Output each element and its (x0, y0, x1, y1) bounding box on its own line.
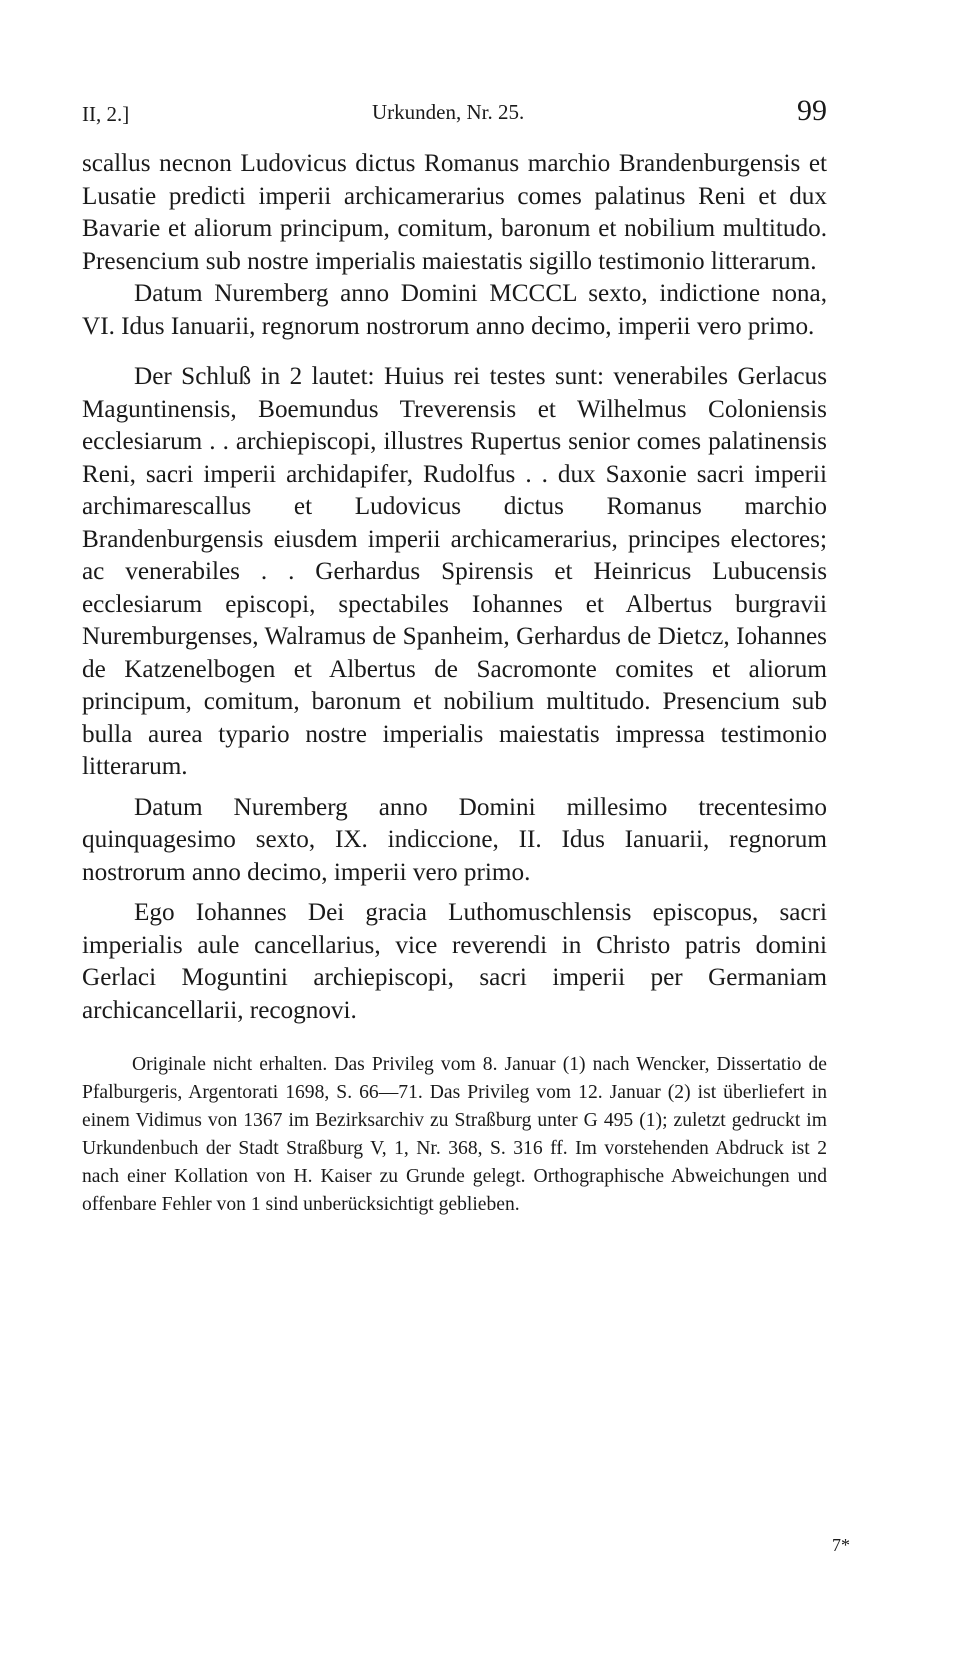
running-header (82, 90, 827, 138)
paragraph-continuation: scallus necnon Ludovicus dictus Romanus marchio Brandenburgensis et Lusatie predicti imperii archicamerarius comes palatinus Reni et dux Bavarie et aliorum principum, comitum, baronum et nobilium multitudo. Presencium sub nostre imperialis maiestatis sigillo testimonio litterarum. (82, 150, 827, 275)
paragraph-recognovi: Ego Iohannes Dei gracia Luthomuschlensis episcopus, sacri imperialis aule cancellarius, vice reverendi in Christo patris domini Gerlaci Moguntini archiepiscopi, sacri imperii per Germaniam archicancellarii, recognovi. (82, 899, 827, 1024)
running-title: Urkunden, Nr. 25. (372, 100, 525, 124)
paragraph-datum-2: Datum Nuremberg anno Domini millesimo trecentesimo quinquagesimo sexto, IX. indiccione, II. Idus Ianuarii, regnorum nostrorum anno decimo, imperii vero primo. (82, 793, 827, 886)
footnote-sources: Originale nicht erhalten. Das Privileg vom 8. Januar (1) nach Wencker, Dissertatio de Pfalburgeris, Argentorati 1698, S. 66—71. Das Privileg vom 12. Januar (2) ist überliefert in einem Vidimus von 1367 im Bezirksarchiv zu Straßburg unter G 495 (1); zuletzt gedruckt im Urkundenbuch der Stadt Straßburg V, 1, Nr. 368, S. 316 ff. Im vorstehenden Abdruck ist 2 nach einer Kollation von H. Kaiser zu Grunde gelegt. Orthographische Abweichungen und offenbare Fehler von 1 sind unberücksichtigt geblieben. (82, 1054, 827, 1215)
document-page (82, 90, 827, 1239)
paragraph-datum-1: Datum Nuremberg anno Domini MCCCL sexto, indictione nona, VI. Idus Ianuarii, regnorum nostrorum anno decimo, imperii vero primo. (82, 280, 827, 340)
section-reference: II, 2.] (82, 102, 130, 126)
signature-mark: 7* (832, 1535, 850, 1555)
page-number: 99 (797, 94, 827, 127)
paragraph-schluss: Der Schluß in 2 lautet: Huius rei testes sunt: venerabiles Gerlacus Maguntinensis, Boemundus Treverensis et Wilhelmus Coloniensis ecclesiarum . . archiepiscopi, illustres Rupertus senior comes palatinensis Reni, sacri imperii archidapifer, Rudolfus . . dux Saxonie sacri imperii archimarescallus et Ludovicus dictus Romanus marchio Brandenburgensis eiusdem imperii archicamerarius, principes electores; ac venerabiles . . Gerhardus Spirensis et Heinricus Lubucensis ecclesiarum episcopi, spectabiles Iohannes et Albertus burgravii Nuremburgenses, Walramus de Spanheim, Gerhardus de Dietcz, Iohannes de Katzenelbogen et Albertus de Sacromonte comites et aliorum principum, comitum, baronum et nobilium multitudo. Presencium sub bulla aurea typario nostre imperialis maiestatis impressa testimonio litterarum. (82, 363, 827, 780)
